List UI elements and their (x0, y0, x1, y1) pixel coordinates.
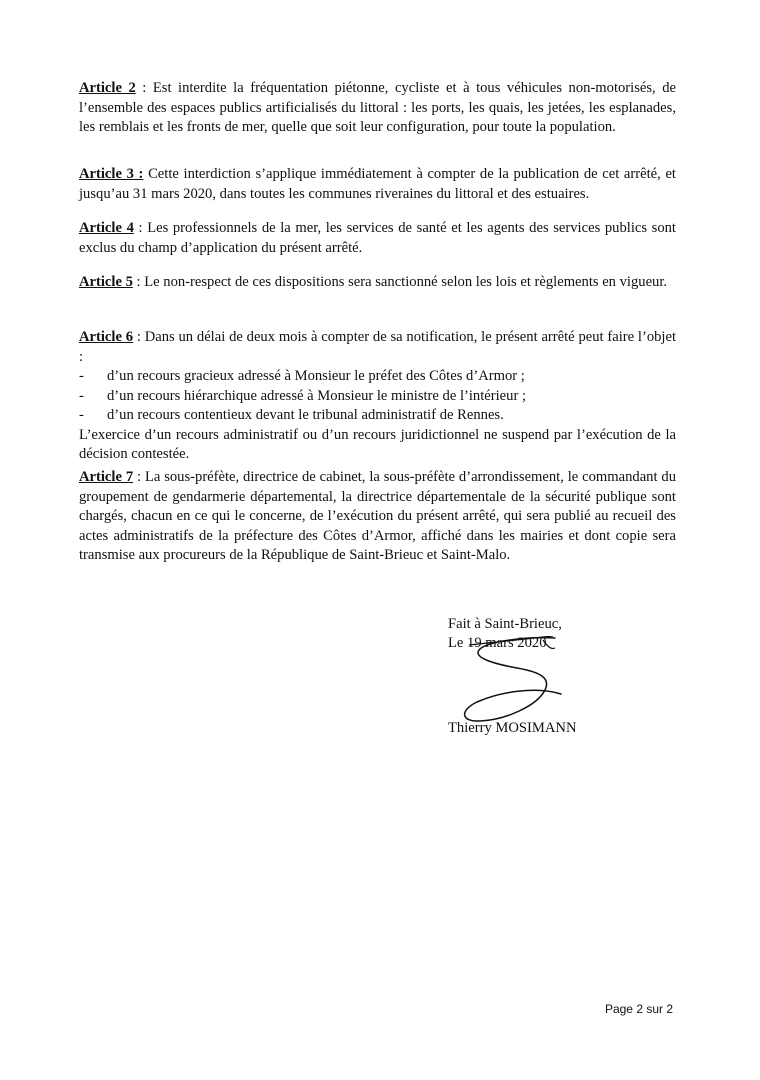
article-6-label: Article 6 (79, 329, 134, 345)
article-3-label: Article 3 : (79, 166, 144, 182)
signature-date: Le 19 mars 2020 (448, 635, 547, 651)
signature-place: Fait à Saint-Brieuc, (448, 616, 562, 632)
article-6-text: Dans un délai de deux mois à compter de sa notification, le présent arrêté peut faire l’objet : (79, 329, 677, 365)
list-item: - d’un recours hiérarchique adressé à Monsieur le ministre de l’intérieur ; (79, 387, 676, 407)
article-6-intro: Article 6 : Dans un délai de deux mois à compter de sa notification, le présent arrêté peut faire l’objet : (79, 329, 677, 365)
list-dash: - (79, 368, 84, 384)
article-4-text: Les professionnels de la mer, les services de santé et les agents des services publics sont exclus du champ d’application du présent arrêté. (79, 220, 676, 256)
article-3-text: Cette interdiction s’applique immédiatement à compter de la publication de cet arrêté, et jusqu’au 31 mars 2020, dans toutes les communes riveraines du littoral et des estuaires. (79, 166, 676, 202)
page-number: Page 2 sur 2 (604, 1002, 673, 1016)
handwritten-signature (455, 636, 585, 728)
article-5-label: Article 5 (79, 274, 133, 290)
list-item: - d’un recours contentieux devant le tribunal administratif de Rennes. (79, 406, 676, 426)
signatory-name: Thierry MOSIMANN (448, 720, 577, 736)
list-dash: - (79, 387, 84, 404)
article-7-text: La sous-préfète, directrice de cabinet, la sous-préfète d’arrondissement, le commandant du groupement de gendarmerie départemental, la directrice départementale de la sécurité publique sont chargés, chacun en ce qui le concerne, de l’exécution du présent arrêté, qui sera publié au recueil des actes administratifs de la préfecture des Côtes d’Armor, affiché dans les mairies et dont copie sera transmise aux procureurs de la République de Saint-Brieuc et Saint-Malo. (79, 469, 676, 563)
article-6-closing: L’exercice d’un recours administratif ou d’un recours juridictionnel ne suspend par l’exécution de la décision contestée. (79, 426, 676, 462)
article-3 (79, 165, 676, 204)
article-5-text: Le non-respect de ces dispositions sera sanctionné selon les lois et règlements en vigueur. (144, 274, 668, 290)
article-7-label: Article 7 (79, 469, 134, 485)
list-item: - d’un recours gracieux adressé à Monsieur le préfet des Côtes d’Armor ; (79, 367, 676, 387)
list-dash: - (79, 407, 84, 423)
article-7: Article 7 : La sous-préfète, directrice de cabinet, la sous-préfète d’arrondissement, le commandant du groupement de gendarmerie départemental, la directrice départementale de la sécurité publique sont chargés, chacun en ce qui le concerne, de l’exécution du présent arrêté, qui sera publié au recueil des actes administratifs de la préfecture des Côtes d’Armor, affiché dans les mairies et dont copie sera transmise aux procureurs de la République de Saint-Brieuc et Saint-Malo. (79, 469, 676, 563)
article-2-label: Article 2 (79, 80, 136, 96)
article-4-label: Article 4 (79, 220, 134, 236)
article-6 (79, 328, 676, 465)
article-4: Article 4 : Les professionnels de la mer, les services de santé et les agents des services publics sont exclus du champ d’application du présent arrêté. (79, 220, 676, 256)
article-5: Article 5 : Le non-respect de ces dispositions sera sanctionné selon les lois et règlements en vigueur. (79, 274, 668, 290)
article-2: Article 2 : Est interdite la fréquentation piétonne, cycliste et à tous véhicules non-motorisés, de l’ensemble des espaces publics artificialisés du littoral : les ports, les quais, les jetées, les esplanades, les remblais et les fronts de mer, quelle que soit leur configuration, pour toute la population. (79, 80, 676, 135)
recourse-list (79, 367, 676, 426)
article-2-text: Est interdite la fréquentation piétonne, cycliste et à tous véhicules non-motorisés, de l’ensemble des espaces publics artificialisés du littoral : les ports, les quais, les jetées, les esplanades, les remblais et les fronts de mer, quelle que soit leur configuration, pour toute la population. (79, 80, 676, 135)
